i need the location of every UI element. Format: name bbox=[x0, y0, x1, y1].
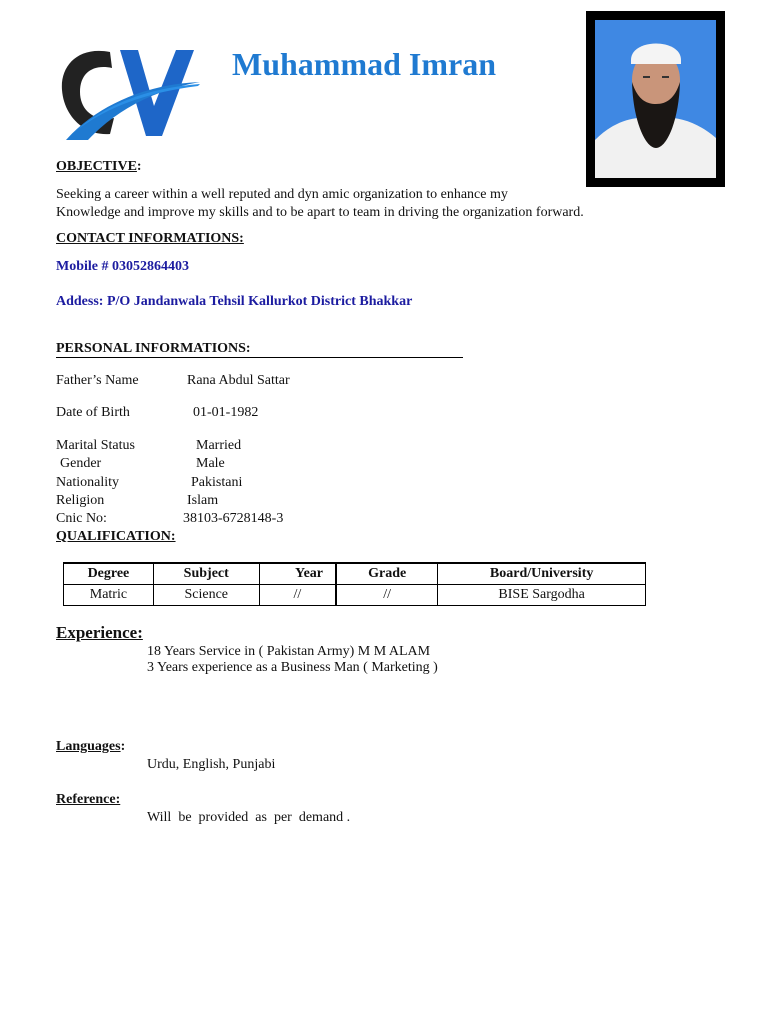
cell-year: // bbox=[259, 585, 336, 606]
objective-colon: : bbox=[136, 159, 142, 174]
personal-heading-rule bbox=[56, 357, 463, 358]
experience-item-1: 18 Years Service in ( Pakistan Army) M M ALAM bbox=[147, 644, 431, 659]
profile-photo bbox=[595, 20, 716, 178]
father-name-label: Father’s Name bbox=[56, 373, 139, 388]
languages-heading: Languages bbox=[56, 739, 121, 754]
column-header-subject: Subject bbox=[153, 563, 259, 585]
cell-degree: Matric bbox=[64, 585, 154, 606]
column-header-grade: Grade bbox=[336, 563, 438, 585]
gender-value: Male bbox=[196, 456, 225, 471]
gender-label: Gender bbox=[60, 456, 102, 471]
column-header-year: Year bbox=[259, 563, 336, 585]
contact-address: Addess: P/O Jandanwala Tehsil Kallurkot District Bhakkar bbox=[56, 294, 413, 309]
objective-heading-row bbox=[56, 158, 142, 176]
marital-status-value: Married bbox=[196, 438, 242, 453]
qualification-heading: QUALIFICATION: bbox=[56, 529, 176, 544]
languages-heading-row bbox=[56, 738, 125, 756]
religion-label: Religion bbox=[56, 493, 105, 508]
languages-value: Urdu, English, Punjabi bbox=[147, 757, 276, 772]
dob-label: Date of Birth bbox=[56, 405, 130, 420]
marital-status-label: Marital Status bbox=[56, 438, 135, 453]
religion-value: Islam bbox=[187, 493, 219, 508]
contact-heading: CONTACT INFORMATIONS: bbox=[56, 231, 244, 246]
contact-mobile: Mobile # 03052864403 bbox=[56, 259, 189, 274]
dob-value: 01-01-1982 bbox=[193, 405, 259, 420]
qualification-table bbox=[63, 562, 646, 606]
nationality-value: Pakistani bbox=[191, 475, 243, 490]
objective-text-line-2: Knowledge and improve my skills and to be apart to team in driving the organization forward. bbox=[56, 205, 584, 220]
cnic-value: 38103-6728148-3 bbox=[183, 511, 284, 526]
column-header-board: Board/University bbox=[438, 563, 646, 585]
languages-colon: : bbox=[120, 739, 126, 754]
table-header-row bbox=[64, 563, 646, 585]
reference-value: Will be provided as per demand . bbox=[147, 810, 351, 825]
reference-heading: Reference: bbox=[56, 792, 121, 807]
column-header-degree: Degree bbox=[64, 563, 154, 585]
cv-logo bbox=[58, 44, 202, 142]
cell-subject: Science bbox=[153, 585, 259, 606]
objective-text-line-1: Seeking a career within a well reputed and dyn amic organization to enhance my bbox=[56, 187, 508, 202]
cell-grade: // bbox=[336, 585, 438, 606]
father-name-value: Rana Abdul Sattar bbox=[187, 373, 290, 388]
experience-heading: Experience: bbox=[56, 623, 143, 642]
nationality-label: Nationality bbox=[56, 475, 119, 490]
cell-board: BISE Sargodha bbox=[438, 585, 646, 606]
objective-heading: OBJECTIVE bbox=[56, 159, 137, 174]
cnic-label: Cnic No: bbox=[56, 511, 107, 526]
personal-heading: PERSONAL INFORMATIONS: bbox=[56, 341, 251, 356]
experience-item-2: 3 Years experience as a Business Man ( Marketing ) bbox=[147, 660, 438, 675]
table-row bbox=[64, 585, 646, 606]
candidate-name: Muhammad Imran bbox=[232, 46, 497, 82]
